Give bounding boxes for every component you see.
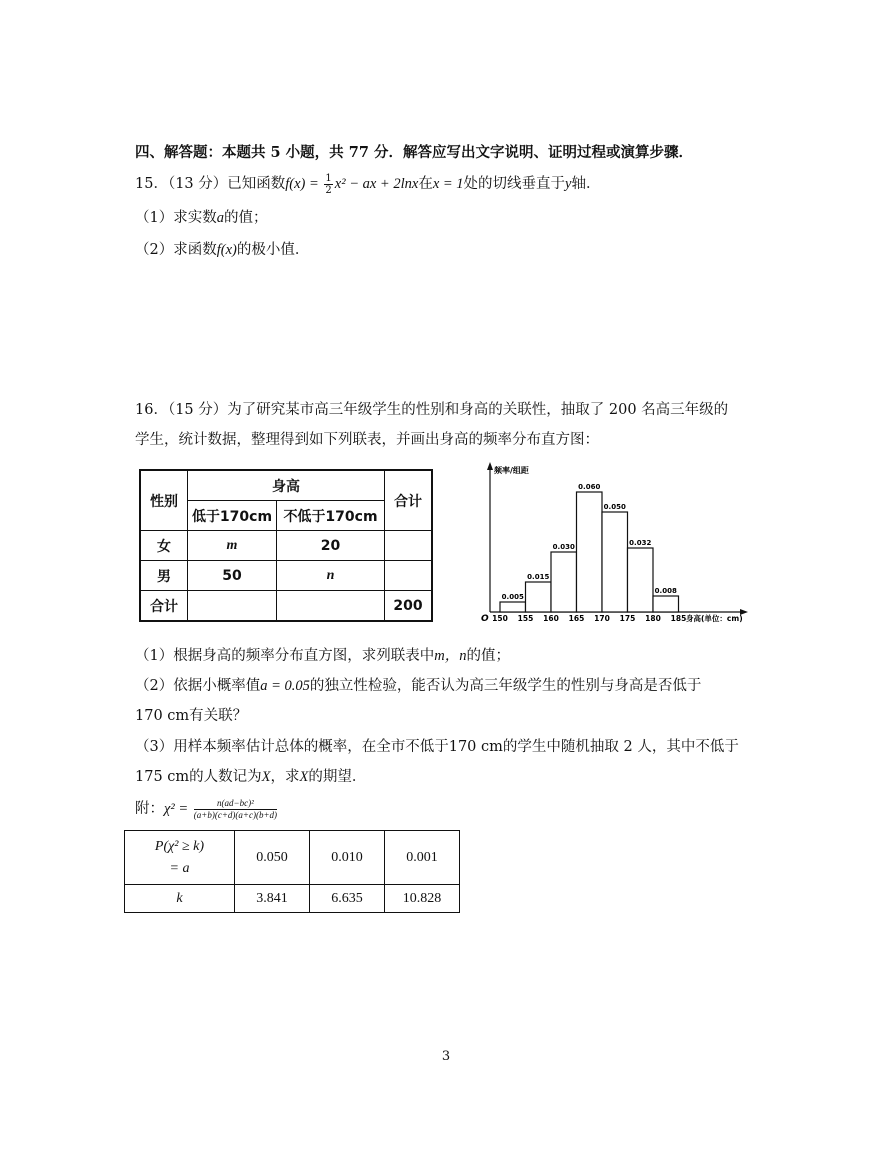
bar-value-label: 0.050 [603, 503, 626, 511]
ct-cell [277, 591, 385, 622]
x-tick-label: 165 [568, 614, 585, 623]
q16-part3 [135, 735, 739, 756]
q16-number: 16． [135, 402, 168, 418]
ct-row-male-label: 男 [140, 561, 188, 591]
ct-cell: n [277, 561, 385, 591]
ct-header-gender: 性别 [140, 470, 188, 531]
formula-den: (a+b)(c+d)(a+c)(b+d) [193, 809, 278, 820]
origin-label: O [481, 614, 489, 624]
section-title: 四、解答题：本题共 5 小题，共 77 分．解答应写出文字说明、证明过程或演算步骤． [135, 144, 693, 161]
pt-k-cell: 3.841 [235, 885, 310, 913]
ct-header-high: 不低于170cm [277, 501, 385, 531]
q16-stem-line1 [135, 398, 728, 419]
q16-stem-text1: 为了研究某市高三年级学生的性别和身高的关联性，抽取了 200 名高三年级的 [227, 402, 729, 418]
ct-cell: 200 [385, 591, 433, 622]
q15-mid: 在 [418, 176, 433, 192]
ct-cell: m [188, 531, 277, 561]
q16-part3-line2 [135, 765, 366, 786]
q15-part1-pre: 求实数 [173, 210, 217, 226]
q15-end: 轴． [571, 176, 601, 192]
x-tick-label: 170 [594, 614, 610, 623]
bar-value-label: 0.032 [629, 539, 652, 547]
pt-alpha-cell: 0.010 [310, 831, 385, 885]
q16-part1-post: 的值； [466, 648, 510, 664]
pt-k-label: k [125, 885, 235, 913]
page-number: 3 [441, 1049, 451, 1064]
ct-header-height: 身高 [188, 470, 385, 501]
formula-label: 附： [135, 801, 164, 817]
histogram-bar [602, 512, 628, 612]
chi-square-formula [135, 797, 279, 821]
bar-value-label: 0.030 [552, 543, 575, 551]
q15-stem-text: 已知函数 [227, 176, 286, 192]
q15-part1-var: a [216, 210, 224, 226]
x-axis-label: 身高(单位：cm) [686, 614, 743, 623]
q15-part1-post: 的值； [223, 210, 268, 226]
q15-part2-var: f(x) [216, 242, 237, 258]
q15-stem [135, 172, 600, 196]
q15-post: 处的切线垂直于 [463, 176, 566, 192]
height-histogram [460, 460, 760, 625]
pt-k-cell: 6.635 [310, 885, 385, 913]
q15-fraction [324, 173, 332, 196]
critical-value-table [124, 830, 460, 913]
pt-header-line2: = a [169, 860, 190, 876]
histogram-bar [551, 552, 577, 612]
q16-part2-alpha: a = 0.05 [260, 678, 310, 694]
histogram-bar [500, 602, 526, 612]
pt-header-line1: P(χ² ≥ k) [154, 838, 205, 854]
q16-part3-var2: X [299, 769, 309, 785]
q16-part1 [135, 644, 510, 665]
q16-part3-label: （3） [135, 739, 174, 755]
histogram-bar [653, 596, 679, 612]
q16-part2-post: 的独立性检验，能否认为高三年级学生的性别与身高是否低于 [309, 678, 702, 694]
q15-part2-post: 的极小值． [236, 242, 310, 258]
ct-cell: 20 [277, 531, 385, 561]
y-axis-arrow [487, 462, 493, 470]
q15-axis: y [565, 176, 572, 192]
q15-part2-label: （2） [135, 242, 174, 258]
ct-cell [385, 561, 433, 591]
ct-header-low: 低于170cm [188, 501, 277, 531]
q16-part1-label: （1） [135, 648, 174, 664]
x-tick-label: 155 [517, 614, 534, 623]
q15-expression: x² − ax + 2lnx [334, 176, 419, 192]
bar-value-label: 0.008 [654, 587, 677, 595]
y-axis-label: 频率/组距 [494, 466, 529, 475]
histogram-bar [526, 582, 552, 612]
q15-condition: x = 1 [432, 176, 464, 192]
q15-part1-label: （1） [135, 210, 174, 226]
pt-header [125, 831, 235, 885]
q16-part3-pre: 175 cm的人数记为 [135, 769, 262, 785]
q16-part1-pre: 根据身高的频率分布直方图，求列联表中 [173, 648, 435, 664]
bar-value-label: 0.015 [527, 573, 550, 581]
contingency-table [139, 469, 433, 622]
q16-stem-line2: 学生，统计数据，整理得到如下列联表，并画出身高的频率分布直方图： [135, 432, 599, 448]
pt-alpha-cell: 0.050 [235, 831, 310, 885]
q16-part3-mid: ，求 [270, 769, 300, 785]
histogram-bar [628, 548, 654, 612]
x-tick-label: 185 [670, 614, 687, 623]
q16-score: （15 分） [167, 402, 228, 418]
q15-part1 [135, 206, 267, 227]
q15-score: （13 分） [167, 176, 228, 192]
formula-fraction [194, 798, 277, 821]
q16-part2-pre: 依据小概率值 [173, 678, 261, 694]
histogram-bar [577, 492, 603, 612]
q16-part3-line1: 用样本频率估计总体的概率，在全市不低于170 cm的学生中随机抽取 2 人，其中不低于 [173, 739, 739, 755]
x-tick-label: 160 [543, 614, 559, 623]
x-tick-label: 150 [492, 614, 508, 623]
q16-part2-label: （2） [135, 678, 174, 694]
q15-function: f(x) = [285, 176, 323, 192]
q15-frac-num: 1 [325, 172, 332, 184]
q16-part3-post: 的期望． [308, 769, 367, 785]
q15-frac-den: 2 [325, 184, 332, 196]
ct-cell: 50 [188, 561, 277, 591]
q15-part2-pre: 求函数 [173, 242, 217, 258]
pt-k-cell: 10.828 [385, 885, 460, 913]
q16-part3-var: X [261, 769, 271, 785]
ct-header-total: 合计 [385, 470, 433, 531]
x-tick-label: 180 [645, 614, 661, 623]
ct-row-female-label: 女 [140, 531, 188, 561]
bar-value-label: 0.005 [501, 593, 524, 601]
q16-part1-vars: m，n [434, 648, 467, 664]
pt-alpha-cell: 0.001 [385, 831, 460, 885]
x-tick-label: 175 [619, 614, 636, 623]
formula-lhs: χ² = [164, 801, 192, 817]
formula-num: n(ad−bc)² [194, 798, 277, 810]
q15-part2 [135, 238, 309, 259]
ct-row-total-label: 合计 [140, 591, 188, 622]
ct-cell [188, 591, 277, 622]
bar-value-label: 0.060 [578, 483, 601, 491]
ct-cell [385, 531, 433, 561]
q15-number: 15． [135, 176, 168, 192]
q16-part2-line2: 170 cm有关联？ [135, 708, 248, 724]
q16-part2 [135, 674, 701, 695]
